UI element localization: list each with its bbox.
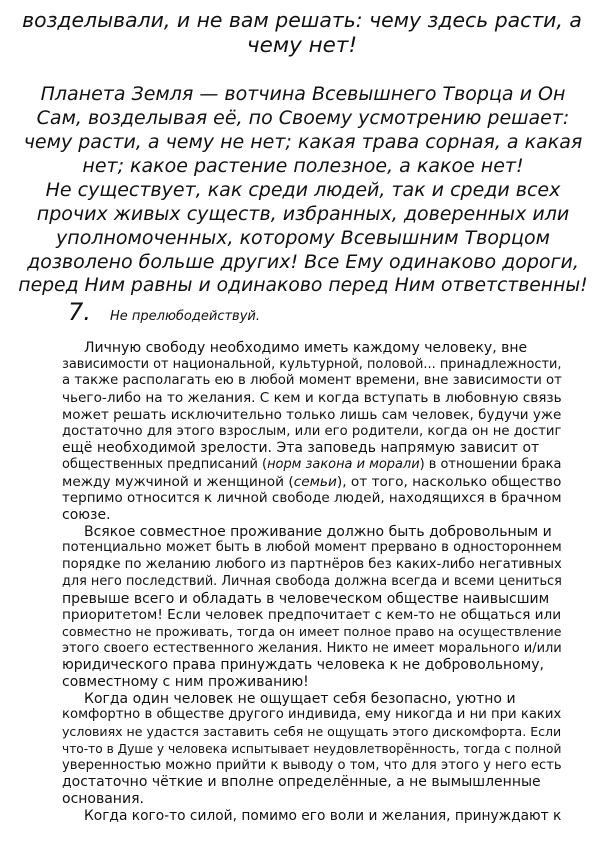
section-heading: [68, 298, 260, 326]
text-line: Планета Земля — вотчина Всевышнего Творца и Он: [40, 83, 566, 105]
text-line: [62, 457, 562, 474]
text-line: превыше всего и обладать в человеческом обществе наивысшим: [62, 590, 550, 607]
text-line: основания.: [62, 790, 144, 807]
text-line: совместно не проживать, тогда он имеет полное право на осуществление: [62, 623, 562, 639]
text-line: Не существует, как среди людей, так и среди всех: [45, 179, 561, 201]
text-line: достаточно чёткие и вполне определённые, а не вымышленные: [62, 774, 541, 791]
text-line: уверенностью можно прийти к выводу о том, что для этого у него есть: [62, 757, 562, 773]
text-line: этого своего естественного желания. Никто не имеет морального и/или: [62, 640, 562, 656]
text-line: терпимо относится к личной свободе людей, находящихся в брачном: [62, 490, 562, 507]
italic-fragment: семьи: [293, 473, 337, 490]
text-line: союзе.: [62, 507, 111, 524]
text-fragment: ), от того, насколько общество: [336, 473, 562, 490]
text-line: Когда один человек не ощущает себя безопасно, уютно и: [84, 690, 516, 707]
text-line: [62, 474, 562, 491]
body-text: [62, 340, 562, 824]
quote-paragraph: [18, 82, 588, 298]
text-line: перед Ним равны и одинаково перед Ним ответственны!: [18, 275, 588, 296]
text-line: Всякое совместное проживание должно быть добровольным и: [84, 523, 552, 540]
text-line: совместному с ним проживанию!: [62, 674, 309, 691]
text-line: ещё необходимой зрелости. Эта заповедь напрямую зависит от: [62, 440, 540, 457]
section-title: Не прелюбодействуй.: [110, 309, 260, 324]
text-line: может решать исключительно только лишь сам человек, будучи уже: [62, 406, 562, 423]
text-line: Когда кого-то силой, помимо его воли и желания, принуждают к: [84, 807, 562, 824]
text-line: прочих живых существ, избранных, доверенных или: [36, 203, 570, 225]
text-line: достаточно для этого взрослым, или его родители, когда он не достиг: [62, 423, 562, 439]
section-number: 7.: [68, 298, 91, 326]
text-line: приоритетом! Если человек предпочитает с кем-то не общаться или: [62, 607, 562, 624]
text-line: юридического права принуждать человека к не добровольному,: [62, 657, 544, 674]
text-line: чьего-либо на то желания. С кем и когда вступать в любовную связь: [62, 390, 562, 407]
text-line: для него последствий. Личная свобода должна всегда и всеми цениться: [62, 573, 562, 589]
text-line: возделывали, и не вам решать: чему здесь расти, а: [22, 8, 582, 32]
text-line: Личную свободу необходимо иметь каждому человеку, вне: [84, 340, 528, 356]
text-line: зависимости от национальной, культурной, половой... принадлежности,: [62, 356, 562, 372]
text-fragment: общественных предписаний (: [62, 456, 268, 472]
text-line: а также располагать ею в любой момент времени, вне зависимости от: [62, 373, 562, 389]
text-fragment: ) в отношении брака: [419, 456, 562, 472]
text-fragment: между мужчиной и женщиной (: [62, 473, 294, 490]
italic-fragment: норм закона и морали: [267, 456, 420, 472]
top-paragraph: [22, 8, 582, 58]
text-line: Сам, возделывая её, по Своему усмотрению решает:: [36, 107, 570, 129]
text-line: нет; какое растение полезное, а какое нет!: [82, 155, 524, 177]
text-line: комфортно в обществе другого индивида, ему никогда и ни при каких: [62, 707, 562, 723]
text-line: условиях не удастся заставить себя не ощущать этого дискомфорта. Если: [62, 724, 562, 740]
text-line: дозволено больше других! Все Ему одинаково дороги,: [27, 251, 579, 273]
text-line: что-то в Душе у человека испытывает неудовлетворённость, тогда с полной: [62, 741, 562, 756]
text-line: уполномоченных, которому Всевышним Творцом: [56, 227, 550, 249]
text-line: чему расти, а чему не нет; какая трава сорная, а какая: [23, 131, 583, 153]
text-line: чему нет!: [246, 33, 358, 58]
text-line: потенциально может быть в любой момент прервано в одностороннем: [62, 540, 562, 556]
text-line: порядке по желанию любого из партнёров без каких-либо негативных: [62, 557, 562, 573]
